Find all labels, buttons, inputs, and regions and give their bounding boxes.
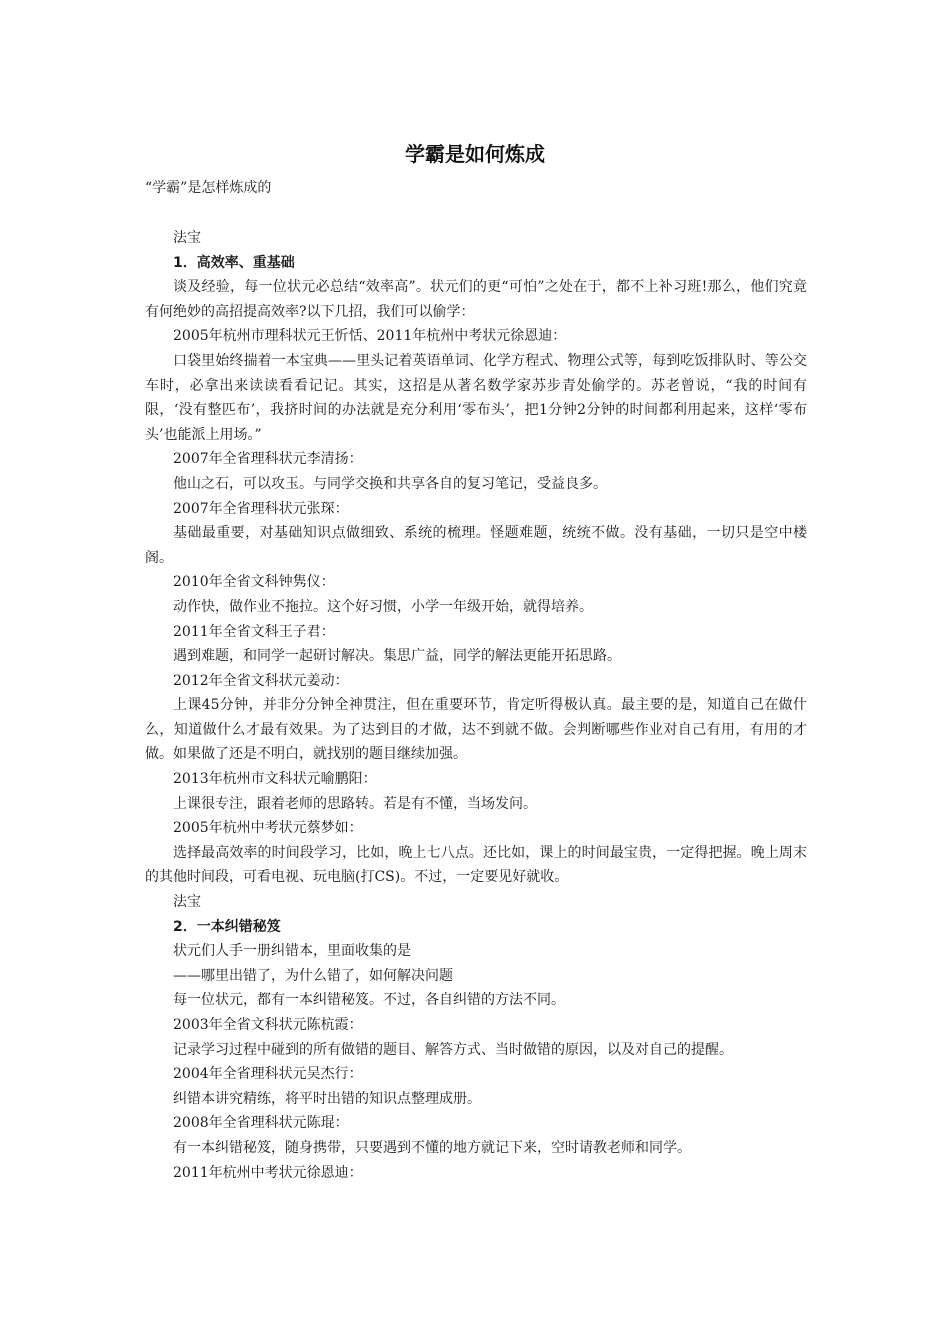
paragraph: 遇到难题，和同学一起研讨解决。集思广益，同学的解法更能开拓思路。 (173, 648, 621, 665)
paragraph: 他山之石，可以攻玉。与同学交换和共享各自的复习笔记，受益良多。 (173, 475, 607, 492)
paragraph: 2003年全省文科状元陈杭霞： (173, 1017, 363, 1033)
paragraph: 口袋里始终揣着一本宝典——里头记着英语单词、化学方程式、物理公式等，每到吃饭排队时、等公交车时，必拿出来读读看看记记。其实，这招是从著名数学家苏步青处偷学的。苏老曾说，“我的时间有限，‘没有整匹布’，我挤时间的办法就是充分利用‘零布头’，把1分钟2分钟的时间都利用起来，这样‘零布头’也能派上用场。” (145, 352, 807, 443)
paragraph: 基础最重要，对基础知识点做细致、系统的梳理。怪题难题，统统不做。没有基础，一切只是空中楼阁。 (145, 525, 807, 566)
paragraph: 2007年全省理科状元李清扬： (173, 451, 363, 468)
paragraph: 选择最高效率的时间段学习，比如，晚上七八点。还比如，课上的时间最宝贵，一定得把握。晚上周末的其他时间段，可看电视、玩电脑(打CS)。不过，一定要见好就收。 (145, 844, 807, 886)
paragraph: 2004年全省理科状元吴杰行： (173, 1066, 363, 1083)
paragraph: 谈及经验，每一位状元必总结“效率高”。状元们的更“可怕”之处在于，都不上补习班!那么，他们究竟有何绝妙的高招提高效率?以下几招，我们可以偷学： (145, 279, 807, 320)
paragraph: 2011年杭州中考状元徐恩迪： (173, 1164, 363, 1181)
paragraph: 状元们人手一册纠错本，里面收集的是 (173, 943, 411, 960)
paragraph: 有一本纠错秘笈，随身携带，只要遇到不懂的地方就记下来，空时请教老师和同学。 (173, 1139, 691, 1156)
paragraph: 法宝 (173, 230, 201, 246)
paragraph: 动作快，做作业不拖拉。这个好习惯，小学一年级开始，就得培养。 (173, 598, 593, 615)
paragraph: 2010年全省文科钟隽仪： (173, 574, 335, 591)
paragraph: 纠错本讲究精练，将平时出错的知识点整理成册。 (173, 1090, 481, 1107)
paragraph: 2012年全省文科状元姜动： (173, 672, 349, 689)
document-title: 学霸是如何炼成 (405, 142, 545, 166)
paragraph: 2007年全省理科状元张琛： (173, 500, 349, 517)
paragraph: ——哪里出错了，为什么错了，如何解决问题 (173, 967, 453, 984)
paragraph: 2005年杭州中考状元蔡梦如： (173, 820, 363, 837)
paragraph: 上课很专注，跟着老师的思路转。若是有不懂，当场发问。 (173, 795, 537, 812)
paragraph: 每一位状元，都有一本纠错秘笈。不过，各自纠错的方法不同。 (173, 992, 565, 1009)
paragraph: 法宝 (173, 894, 201, 911)
document-subtitle: “学霸”是怎样炼成的 (145, 180, 272, 196)
section-heading: 1．高效率、重基础 (173, 254, 295, 271)
paragraph: 上课45分钟，并非分分钟全神贯注，但在重要环节，肯定听得极认真。最主要的是，知道自己在做什么，知道做什么才最有效果。为了达到目的才做，达不到就不做。会判断哪些作业对自己有用，有用的才做。如果做了还是不明白，就找别的题目继续加强。 (145, 697, 807, 763)
paragraph: 2005年杭州市理科状元王忻恬、2011年杭州中考状元徐恩迪： (173, 328, 567, 345)
paragraph: 2011年全省文科王子君： (173, 623, 335, 640)
paragraph: 记录学习过程中碰到的所有做错的题目、解答方式、当时做错的原因，以及对自己的提醒。 (173, 1041, 733, 1058)
paragraph: 2013年杭州市文科状元喻鹏阳： (173, 771, 377, 788)
paragraph: 2008年全省理科状元陈琨： (173, 1115, 349, 1132)
section-heading: 2．一本纠错秘笈 (173, 918, 281, 935)
document-body (145, 226, 807, 1185)
